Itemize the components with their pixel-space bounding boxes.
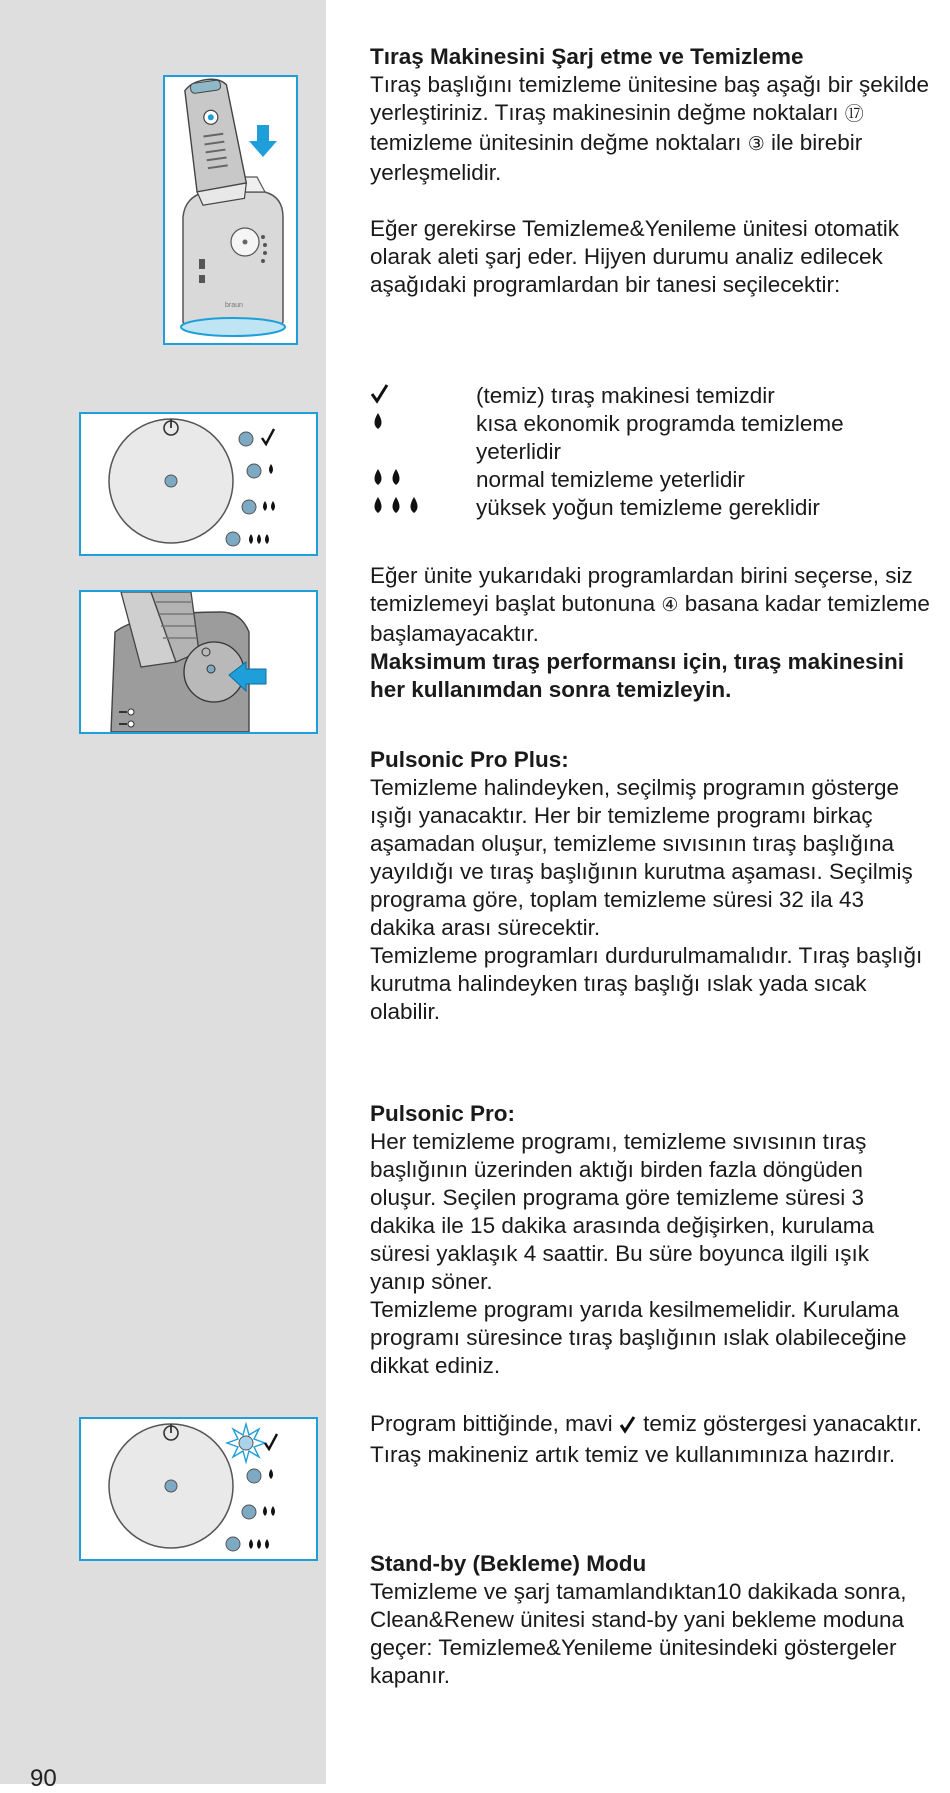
section-title: Tıraş Makinesini Şarj etme ve Temizleme (370, 44, 804, 69)
section-program-finished (370, 1410, 930, 1469)
reference-number: ④ (661, 595, 679, 616)
text-span: Tıraş başlığını temizleme ünitesine baş aşağı bir şekilde yerleştiriniz. Tıraş makinesinin değme noktaları (370, 72, 930, 125)
two-drops-icon (370, 466, 470, 497)
section-charging-cleaning (370, 43, 930, 299)
figure-indicator-panel (79, 412, 318, 556)
paragraph-body: Temizleme programı yarıda kesilmemelidir. Kurulama programı süresince tıraş başlığının ıslak olabileceğine dikkat ediniz. (370, 1297, 907, 1378)
svg-text:braun: braun (225, 302, 243, 309)
paragraph-start (370, 562, 930, 648)
checkmark-icon (370, 382, 470, 411)
section-title: Pulsonic Pro Plus: (370, 747, 569, 772)
legend-text: yüksek yoğun temizleme gereklidir (476, 495, 820, 520)
checkmark-icon (619, 1413, 637, 1441)
text-span: temizleme ünitesinin değme noktaları (370, 130, 748, 155)
paragraph-body: Temizleme programları durdurulmamalıdır. Tıraş başlığı kurutma halindeyken tıraş başlığı ıslak yada sıcak olabilir. (370, 943, 923, 1024)
program-legend (370, 382, 930, 522)
legend-row-short (370, 410, 930, 466)
section-start-cleaning (370, 562, 930, 704)
legend-row-clean (370, 382, 930, 410)
section-title: Pulsonic Pro: (370, 1101, 516, 1126)
reference-number: ⑰ (844, 104, 864, 125)
figure-shaver-insertion (163, 75, 298, 345)
section-title: Stand-by (Bekleme) Modu (370, 1551, 647, 1576)
paragraph-recommendation: Maksimum tıraş performansı için, tıraş makinesini her kullanımdan sonra temizleyin. (370, 649, 904, 702)
legend-text: (temiz) tıraş makinesi temizdir (476, 383, 775, 408)
legend-text: kısa ekonomik programda temizleme yeterlidir (476, 411, 844, 464)
text-span: temiz göstergesi yanacaktır. Tıraş makineniz artık temiz ve kullanımınıza hazırdır. (370, 1411, 922, 1467)
paragraph-auto-charge: Eğer gerekirse Temizleme&Yenileme ünitesi otomatik olarak aleti şarj eder. Hijyen durumu analiz edilecek aşağıdaki programlardan bir tanesi seçilecektir: (370, 216, 900, 297)
text-span: ile birebir yerleşmelidir. (370, 130, 863, 185)
three-drops-icon (370, 494, 470, 525)
section-standby (370, 1550, 930, 1690)
text-span: Program bittiğinde, mavi (370, 1411, 619, 1436)
text-span: basana kadar temizleme başlamayacaktır. (370, 591, 930, 646)
legend-row-intensive (370, 494, 930, 522)
section-pulsonic-pro (370, 1100, 930, 1380)
figure-clean-indicator (79, 1417, 318, 1561)
paragraph-body: Temizleme halindeyken, seçilmiş programın gösterge ışığı yanacaktır. Her bir temizleme programı birkaç aşamadan oluşur, temizleme sıvısının tıraş başlığına yayıldığı ve tıraş başlığının kurutma aşaması. Seçilmiş programa göre, toplam temizleme süresi 32 ila 43 dakika arası sürecektir. (370, 775, 913, 940)
paragraph-finished (370, 1410, 930, 1469)
paragraph-body: Temizleme ve şarj tamamlandıktan10 dakikada sonra, Clean&Renew ünitesi stand-by yani bekleme moduna geçer: Temizleme&Yenileme ünitesindeki göstergeler kapanır. (370, 1579, 907, 1688)
paragraph-body: Her temizleme programı, temizleme sıvısının tıraş başlığının üzerinden aktığı birden fazla döngüden oluşur. Seçilen programa göre temizleme süresi 3 dakika ile 15 dakika arasında değişirken, kurulama süresi yaklaşık 4 saattir. Bu süre boyunca ilgili ışık yanıp söner. (370, 1129, 875, 1294)
legend-text: normal temizleme yeterlidir (476, 467, 745, 492)
text-span: Eğer ünite yukarıdaki programlardan birini seçerse, siz temizlemeyi başlat butonuna (370, 563, 913, 616)
one-drop-icon (370, 410, 470, 441)
figure-start-button (79, 590, 318, 734)
legend-row-normal (370, 466, 930, 494)
paragraph-insertion (370, 71, 930, 187)
section-pulsonic-pro-plus (370, 746, 930, 1026)
reference-number: ③ (747, 134, 765, 155)
page-number: 90 (30, 1765, 57, 1792)
